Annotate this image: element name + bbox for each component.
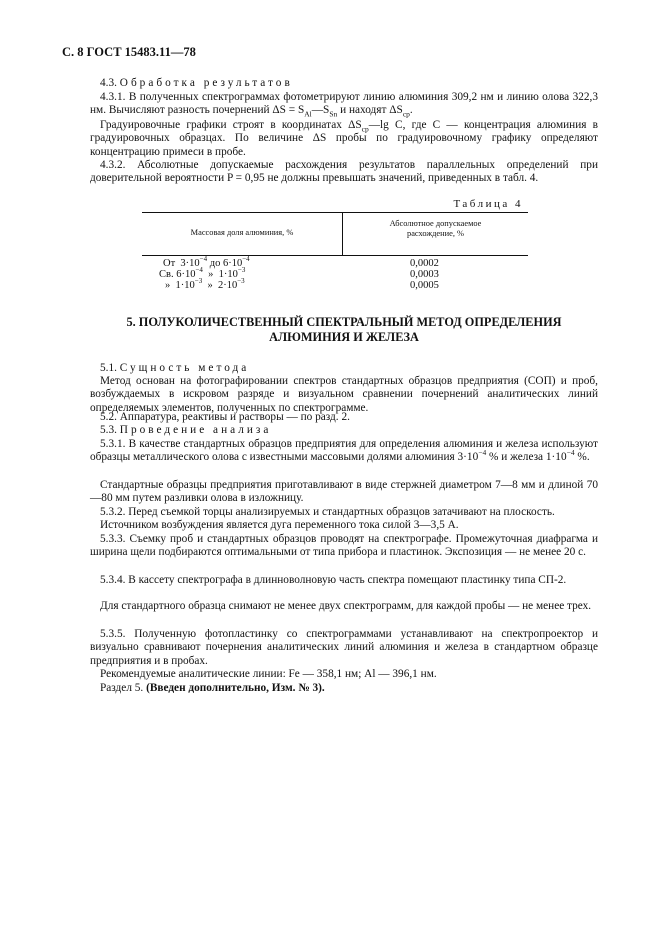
subsection-4-3-title: Обработка результатов <box>119 77 293 89</box>
table-col1-header: Массовая доля алюминия, % <box>190 228 294 237</box>
paragraph-5-3-1: 5.3.1. В качестве стандартных образцов предприятия для определения алюминия и железа используют образцы металлического олова с известными массовыми долями алюминия $3\cdot 10^{-4}$ % и железа $1\cdot 10^{-4}$ %. <box>90 438 598 464</box>
table-row: » $1\cdot 10^{-3}$ » $2\cdot 10^{-3}$ <box>165 276 245 291</box>
page-header: С. 8 ГОСТ 15483.11—78 <box>62 45 196 59</box>
table-row: Св. $6\cdot 10^{-4}$ » $1\cdot 10^{-3}$ <box>159 265 246 280</box>
paragraph-4-3-1-calibration: Градуировочные графики строят в координатах $\Delta S_{ср}—\lg$ C, где C — концентрация алюминия в градуировочных образцах. По величине ΔS пробы по градуировочному графику определяют концентрацию примеси в пробе. <box>90 119 598 158</box>
subsection-5-3-title: Проведение анализа <box>119 424 272 436</box>
paragraph-5-3-2-source: Источником возбуждения является дуга переменного тока силой 3—3,5 А. <box>100 519 459 531</box>
table-cell-value: 0,0005 <box>410 280 439 291</box>
table-row: От $3\cdot 10^{-4}$ до $6\cdot 10^{-4}$ <box>163 254 250 269</box>
paragraph-4-3-1: 4.3.1. В полученных спектрограммах фотометрируют линию алюминия 309,2 нм и линию олова 322,3 нм. Вычисляют разность почернений $\Delta S = S_{Al}—S_{Sn}$ и находят $\Delta S_{ср}$. <box>90 91 598 119</box>
paragraph-5-2: 5.2. Аппаратура, реактивы и растворы — по разд. 2. <box>100 411 350 423</box>
analytical-lines: Рекомендуемые аналитические линии: Fe — 358,1 нм; Al — 396,1 нм. <box>100 668 437 680</box>
section-5-title: 5. ПОЛУКОЛИЧЕСТВЕННЫЙ СПЕКТРАЛЬНЫЙ МЕТОД ОПРЕДЕЛЕНИЯ АЛЮМИНИЯ И ЖЕЛЕЗА <box>126 315 562 344</box>
table-4 <box>142 210 528 291</box>
paragraph-5-3-4: 5.3.4. В кассету спектрографа в длинноволновую часть спектра помещают пластинку типа СП-2. <box>100 574 567 586</box>
table-cell-value: 0,0002 <box>410 258 439 269</box>
table-top-rule <box>142 212 528 213</box>
subsection-4-3-heading: 4.3. Обработка результатов <box>100 77 293 89</box>
paragraph-5-3-3: 5.3.3. Съемку проб и стандартных образцов проводят на спектрографе. Промежуточная диафрагма и ширина щели подбираются оптимальными от типа прибора и пластинок. Экспозиция — не менее 20 с. <box>90 533 598 559</box>
table-caption: Таблица 4 <box>453 198 523 210</box>
paragraph-4-3-2: 4.3.2. Абсолютные допускаемые расхождения результатов параллельных определений при доверительной вероятности P = 0,95 не должны превышать значений, приведенных в табл. 4. <box>90 159 598 185</box>
paragraph-5-3-1-samples: Стандартные образцы предприятия приготавливают в виде стержней диаметром 7—8 мм и длиной 70—80 мм путем разливки олова в изложницу. <box>90 479 598 505</box>
table-col2-header: Абсолютное допускаемое расхождение, % <box>389 219 482 238</box>
table-cell-value: 0,0003 <box>410 269 439 280</box>
subsection-5-1-title: Сущность метода <box>119 362 250 374</box>
section-5-footnote: Раздел 5. (Введен дополнительно, Изм. № 3). <box>100 682 325 694</box>
paragraph-5-3-4-spectrograms: Для стандартного образца снимают не менее двух спектрограмм, для каждой пробы — не менее трех. <box>100 600 592 612</box>
subsection-5-1-heading: 5.1. Сущность метода <box>100 362 250 374</box>
paragraph-5-3-5: 5.3.5. Полученную фотопластинку со спектрограммами устанавливают на спектропроектор и визуально сравнивают почернения аналитических линий алюминия и железа в стандартном образце предприятия и в пробах. <box>90 628 598 667</box>
subsection-5-3-heading: 5.3. Проведение анализа <box>100 424 272 436</box>
paragraph-5-3-2: 5.3.2. Перед съемкой торцы анализируемых и стандартных образцов затачивают на плоскость. <box>100 506 555 518</box>
paragraph-5-1: Метод основан на фотографировании спектров стандартных образцов предприятия (СОП) и проб, возбуждаемых в искровом разряде и визуальном сравнении почернений аналитических линий определяемых элементов, полученных по спектрограмме. <box>90 375 598 414</box>
